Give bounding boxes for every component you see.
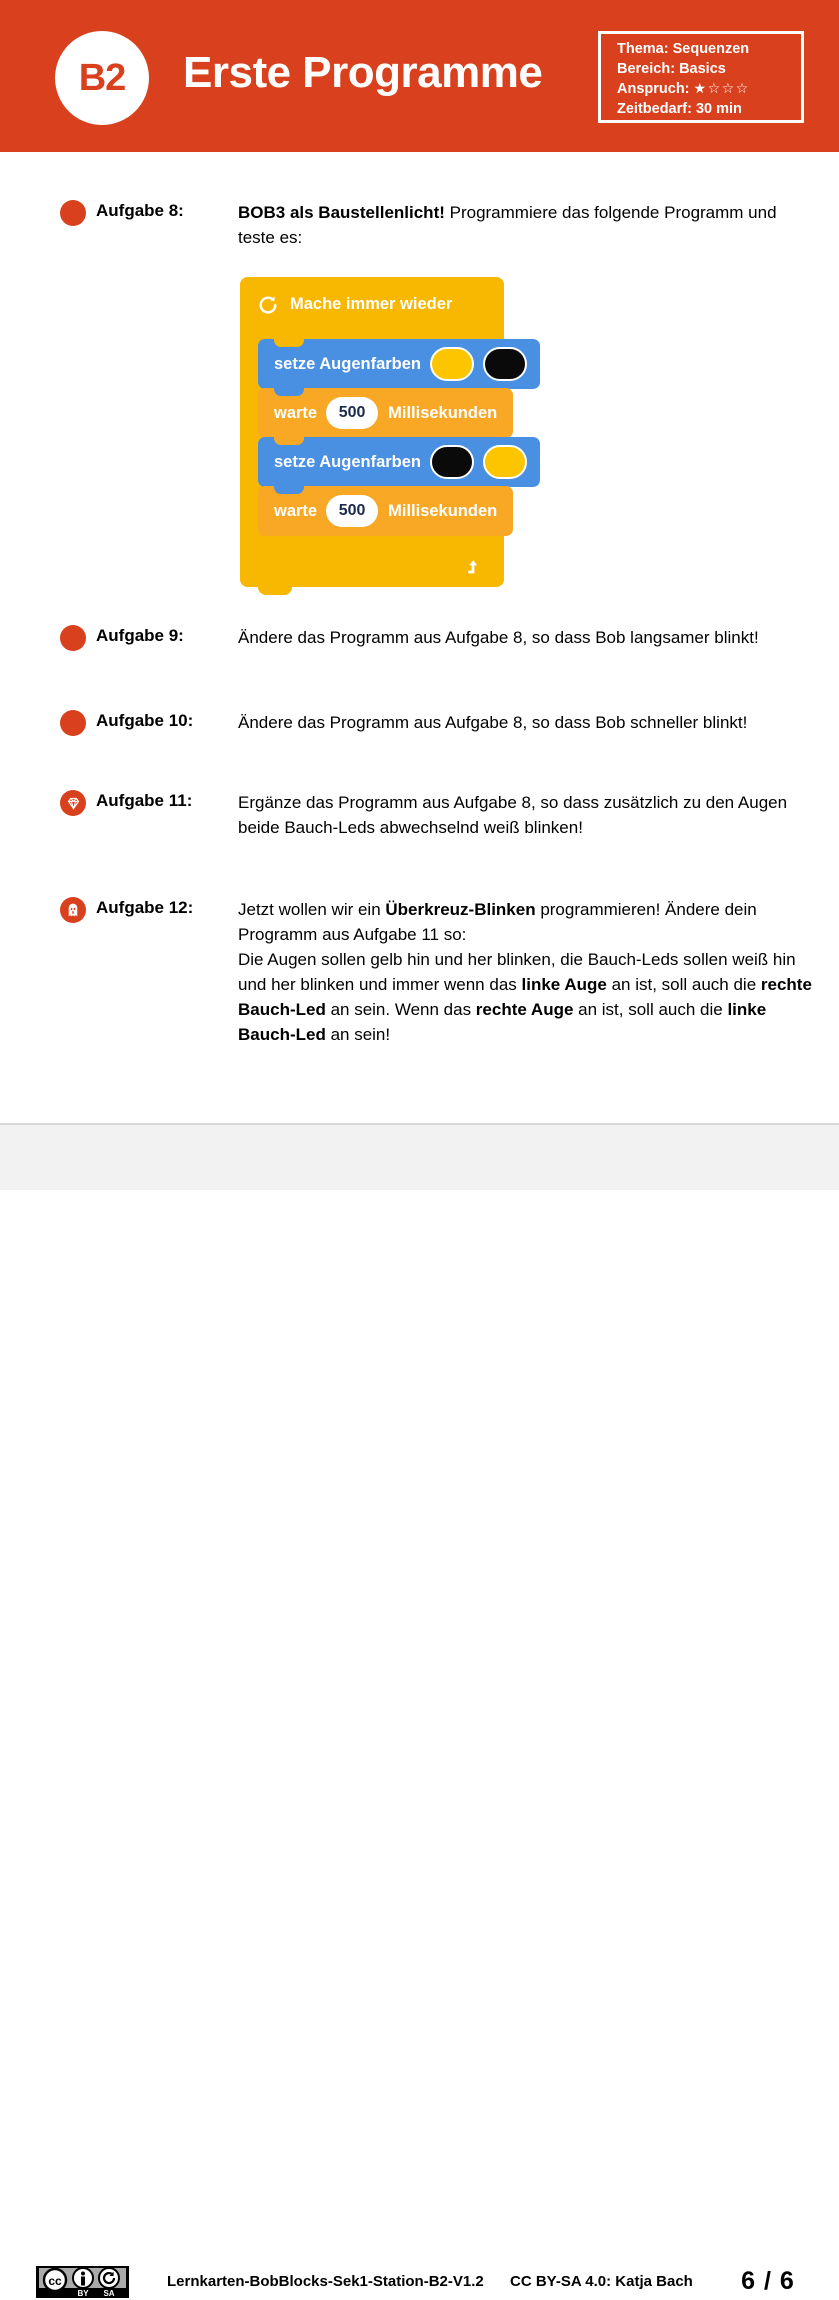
wait-block[interactable] — [258, 486, 513, 536]
wait-duration-input[interactable]: 500 — [326, 495, 378, 527]
task-body: Ergänze das Programm aus Aufgabe 8, so dass zusätzlich zu den Augen beide Bauch-Leds abwechselnd weiß blinken! — [238, 793, 788, 837]
wait-block[interactable] — [258, 388, 513, 438]
task-item — [60, 710, 815, 736]
task-label: Aufgabe 9: — [96, 626, 184, 645]
block-notch — [274, 486, 304, 494]
wait-duration-input[interactable]: 500 — [326, 397, 378, 429]
svg-text:SA: SA — [103, 2288, 115, 2298]
footer-license: CC BY-SA 4.0: Katja Bach — [510, 2272, 693, 2290]
task-bullet-icon — [60, 710, 86, 736]
wait-unit-label: Millisekunden — [388, 403, 498, 422]
task-label: Aufgabe 10: — [96, 711, 194, 730]
difficulty-stars — [694, 79, 750, 100]
info-thema-value: Sequenzen — [672, 41, 750, 57]
task-label: Aufgabe 12: — [96, 898, 194, 917]
loop-label: Mache immer wieder — [290, 295, 453, 313]
task-body: Jetzt wollen wir ein Überkreuz-Blinken programmieren! Ändere dein Programm aus Aufgabe 11 so: Die Augen sollen gelb hin und her blinken, die Bauch-Leds sollen weiß hin und her blinken und immer wenn das linke Auge an ist, soll auch die rechte Bauch-Led an sein. Wenn das rechte Auge an ist, soll auch die linke Bauch-Led an sein! — [238, 900, 812, 1044]
page-title: Erste Programme — [183, 48, 543, 97]
star-empty-icon: ☆ — [707, 80, 722, 96]
task-label: Aufgabe 11: — [96, 791, 193, 810]
info-bereich — [617, 60, 801, 80]
repeat-icon — [257, 294, 279, 316]
info-anspruch — [617, 79, 801, 100]
svg-text:cc: cc — [48, 2273, 62, 2288]
info-thema — [617, 40, 801, 60]
info-zeitbedarf-value: 30 min — [695, 100, 742, 117]
page-number: 6 / 6 — [741, 2267, 795, 2295]
info-thema-label: Thema: — [617, 41, 669, 57]
ghost-icon — [60, 897, 86, 923]
program-stack — [258, 339, 540, 535]
svg-text:BY: BY — [77, 2288, 89, 2298]
task-body: Ändere das Programm aus Aufgabe 8, so dass Bob langsamer blinkt! — [238, 628, 759, 647]
block-program — [240, 277, 540, 587]
station-badge — [55, 31, 149, 125]
arrow-up-icon — [464, 557, 482, 577]
right-eye-color-swatch[interactable] — [483, 445, 527, 479]
star-filled-icon: ★ — [693, 80, 708, 96]
info-anspruch-label: Anspruch: — [617, 81, 690, 97]
left-eye-color-swatch[interactable] — [430, 347, 474, 381]
set-eye-colors-block[interactable] — [258, 339, 540, 389]
set-eye-colors-block[interactable] — [258, 437, 540, 487]
cc-by-sa-badge — [36, 2266, 129, 2298]
block-label: setze Augenfarben — [274, 354, 422, 373]
wait-unit-label: Millisekunden — [388, 501, 498, 520]
task-bullet-icon — [60, 625, 86, 651]
wait-prefix-label: warte — [274, 403, 318, 422]
task-item — [60, 625, 815, 651]
footer-document-id: Lernkarten-BobBlocks-Sek1-Station-B2-V1.2 — [167, 2272, 484, 2290]
block-label: setze Augenfarben — [274, 452, 422, 471]
task-item — [60, 897, 815, 1047]
right-eye-color-swatch[interactable] — [483, 347, 527, 381]
page-header — [0, 0, 839, 152]
station-badge-label: B2 — [78, 57, 126, 99]
gem-icon — [60, 790, 86, 816]
loop-footer — [240, 545, 504, 587]
star-empty-icon: ☆ — [721, 80, 736, 96]
info-zeitbedarf — [617, 100, 801, 120]
page-number-box — [722, 2264, 814, 2300]
task-item — [60, 200, 815, 250]
task-body: Ändere das Programm aus Aufgabe 8, so dass Bob schneller blinkt! — [238, 713, 748, 732]
left-eye-color-swatch[interactable] — [430, 445, 474, 479]
block-notch — [274, 339, 304, 347]
loop-bottom-notch — [258, 587, 292, 595]
page-footer — [0, 1125, 839, 2298]
loop-header — [240, 277, 504, 339]
info-bereich-value: Basics — [679, 60, 726, 77]
info-bereich-label: Bereich: — [617, 60, 676, 77]
task-label: Aufgabe 8: — [96, 201, 184, 220]
star-empty-icon: ☆ — [735, 80, 750, 96]
block-notch — [274, 437, 304, 445]
task-body: BOB3 als Baustellenlicht! Programmiere das folgende Programm und teste es: — [238, 203, 777, 247]
info-zeitbedarf-label: Zeitbedarf: — [617, 100, 692, 117]
task-bullet-icon — [60, 200, 86, 226]
block-notch — [274, 388, 304, 396]
info-box — [598, 31, 804, 123]
task-item — [60, 790, 815, 840]
wait-prefix-label: warte — [274, 501, 318, 520]
